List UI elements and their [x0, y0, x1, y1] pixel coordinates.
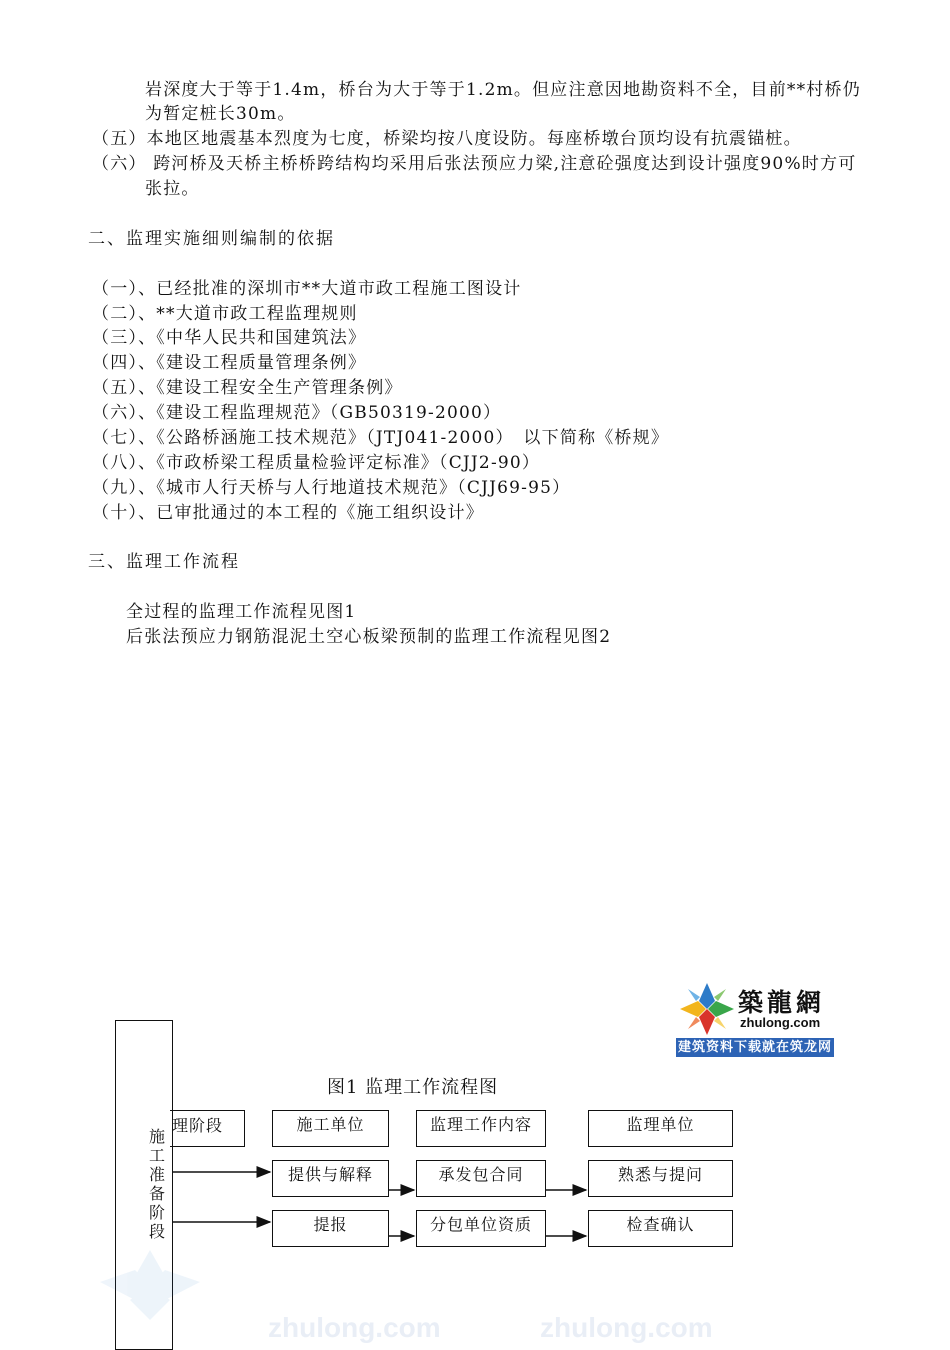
- body-line-1: 岩深度大于等于1.4m，桥台为大于等于1.2m。但应注意因地勘资料不全，目前**村桥仍: [145, 80, 861, 100]
- row1-provide-explain: 提供与解释: [272, 1160, 389, 1197]
- basis-item-8: （八）、《市政桥梁工程质量检验评定标准》（CJJ2-90）: [92, 453, 541, 473]
- stage-char: 段: [148, 1222, 165, 1241]
- header-supervision-unit: 监理单位: [588, 1110, 733, 1147]
- body-line-3: （五）本地区地震基本烈度为七度，桥梁均按八度设防。每座桥墩台顶均设有抗震锚桩。: [92, 129, 802, 149]
- stage-char: 备: [148, 1184, 165, 1203]
- basis-item-7: （七）、《公路桥涵施工技术规范》（JTJ041-2000） 以下简称《桥规》: [92, 428, 670, 448]
- header-work-content: 监理工作内容: [416, 1110, 546, 1147]
- stage-header: 理阶段: [170, 1110, 245, 1147]
- basis-item-3: （三）、《中华人民共和国建筑法》: [92, 328, 367, 348]
- stage-char: 准: [148, 1165, 165, 1184]
- stage-char: 阶: [148, 1203, 165, 1222]
- flow-ref-1: 全过程的监理工作流程见图1: [126, 602, 357, 622]
- stage-char: 工: [148, 1146, 165, 1165]
- row2-inspect-confirm: 检查确认: [588, 1210, 733, 1247]
- header-construction-unit: 施工单位: [272, 1110, 389, 1147]
- basis-item-6: （六）、《建设工程监理规范》（GB50319-2000）: [92, 403, 502, 423]
- faint-watermark-emblem-icon: [100, 1250, 200, 1320]
- basis-item-2: （二）、**大道市政工程监理规则: [92, 304, 358, 324]
- section3-title: 三、监理工作流程: [88, 552, 240, 572]
- flow-ref-2: 后张法预应力钢筋混泥土空心板梁预制的监理工作流程见图2: [126, 627, 612, 647]
- row2-submit: 提报: [272, 1210, 389, 1247]
- basis-item-1: （一）、已经批准的深圳市**大道市政工程施工图设计: [92, 279, 522, 299]
- row2-subcontractor-qualification: 分包单位资质: [416, 1210, 546, 1247]
- body-line-5: 张拉。: [145, 179, 200, 199]
- basis-item-9: （九）、《城市人行天桥与人行地道技术规范》（CJJ69-95）: [92, 478, 571, 498]
- row1-familiarize-question: 熟悉与提问: [588, 1160, 733, 1197]
- logo-name: 築龍網: [738, 988, 826, 1017]
- row1-contract: 承发包合同: [416, 1160, 546, 1197]
- faint-watermark-text-1: zhulong.com: [268, 1312, 441, 1343]
- basis-item-5: （五）、《建设工程安全生产管理条例》: [92, 378, 403, 398]
- faint-watermark-text-2: zhulong.com: [540, 1312, 713, 1343]
- body-line-2: 为暂定桩长30m。: [145, 104, 296, 124]
- basis-item-10: （十）、已审批通过的本工程的《施工组织设计》: [92, 503, 484, 523]
- logo-domain: zhulong.com: [740, 1015, 821, 1030]
- stage-char: 施: [148, 1127, 165, 1146]
- section2-title: 二、监理实施细则编制的依据: [88, 229, 335, 249]
- body-line-4: （六） 跨河桥及天桥主桥桥跨结构均采用后张法预应力梁,注意砼强度达到设计强度90%时方可: [92, 154, 857, 174]
- logo-slogan: 建筑资料下载就在筑龙网: [677, 1040, 832, 1055]
- figure-title: 图1 监理工作流程图: [327, 1077, 499, 1098]
- basis-item-4: （四）、《建设工程质量管理条例》: [92, 353, 367, 373]
